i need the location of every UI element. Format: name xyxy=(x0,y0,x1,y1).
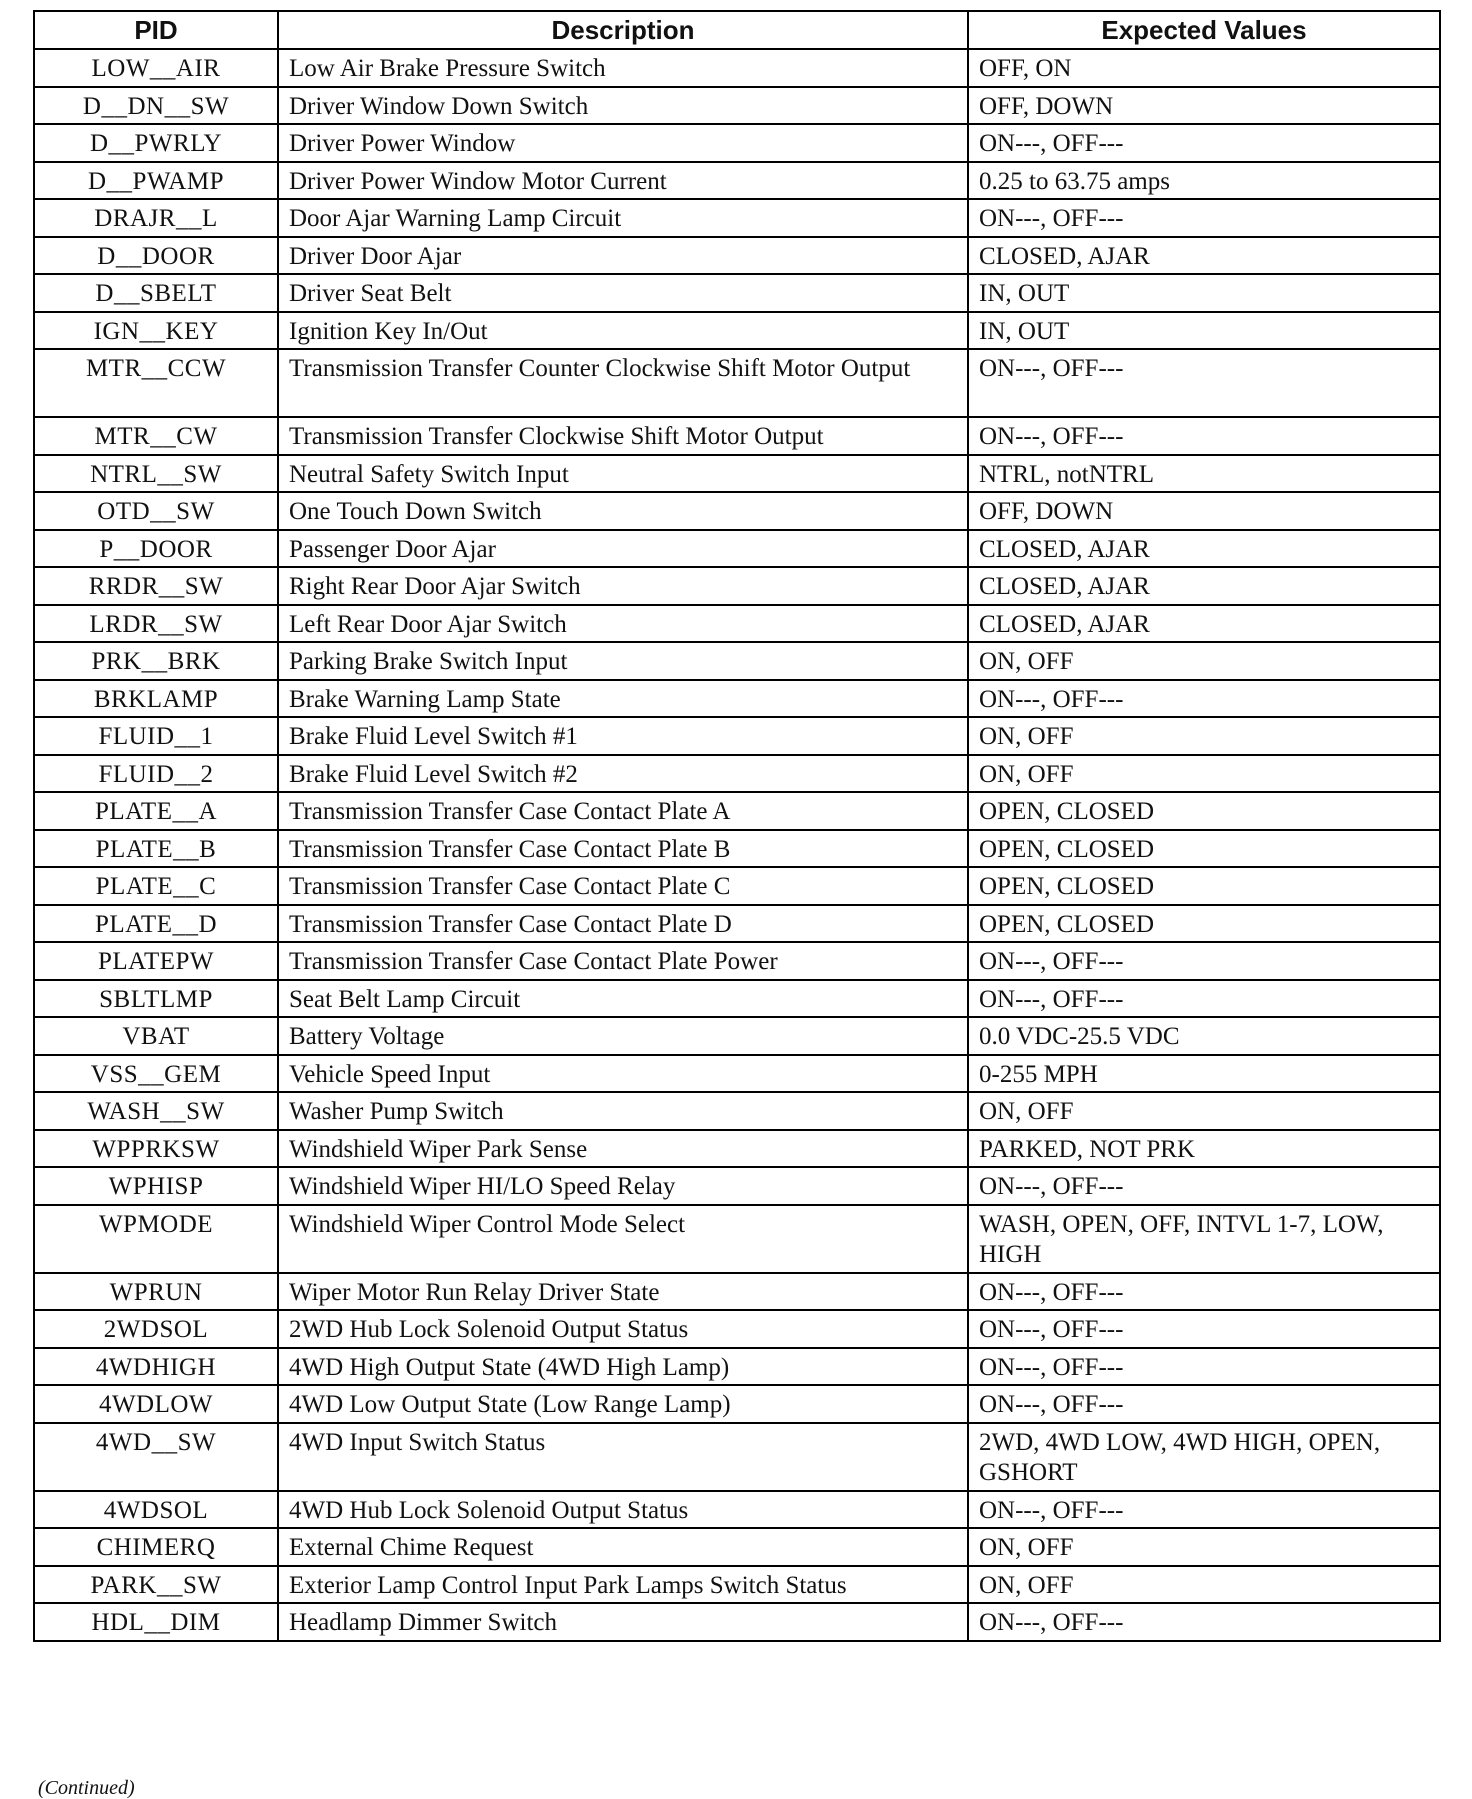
expected-values-cell: ON---, OFF--- xyxy=(968,1310,1440,1348)
expected-values-cell: ON---, OFF--- xyxy=(968,1273,1440,1311)
table-row xyxy=(34,530,1440,568)
table-row xyxy=(34,792,1440,830)
table-row xyxy=(34,717,1440,755)
expected-values-cell: NTRL, notNTRL xyxy=(968,455,1440,493)
description-cell: 4WD Low Output State (Low Range Lamp) xyxy=(278,1385,968,1423)
pid-cell: WPHISP xyxy=(34,1167,278,1205)
expected-values-cell: OFF, DOWN xyxy=(968,492,1440,530)
expected-values-cell: OPEN, CLOSED xyxy=(968,905,1440,943)
table-row xyxy=(34,680,1440,718)
description-cell: Ignition Key In/Out xyxy=(278,312,968,350)
pid-cell: 4WDLOW xyxy=(34,1385,278,1423)
description-cell: Driver Power Window xyxy=(278,124,968,162)
table-header-row xyxy=(34,11,1440,49)
description-cell: Windshield Wiper HI/LO Speed Relay xyxy=(278,1167,968,1205)
table-row xyxy=(34,312,1440,350)
table-row xyxy=(34,1055,1440,1093)
pid-cell: IGN__KEY xyxy=(34,312,278,350)
table-row xyxy=(34,274,1440,312)
pid-cell: WASH__SW xyxy=(34,1092,278,1130)
expected-values-cell: OPEN, CLOSED xyxy=(968,792,1440,830)
table-row xyxy=(34,867,1440,905)
pid-cell: D__PWAMP xyxy=(34,162,278,200)
pid-cell: HDL__DIM xyxy=(34,1603,278,1641)
description-cell: Passenger Door Ajar xyxy=(278,530,968,568)
header-description: Description xyxy=(278,11,968,49)
description-cell: 4WD High Output State (4WD High Lamp) xyxy=(278,1348,968,1386)
pid-cell: 4WDSOL xyxy=(34,1491,278,1529)
table-row xyxy=(34,349,1440,417)
pid-cell: 4WDHIGH xyxy=(34,1348,278,1386)
expected-values-cell: OPEN, CLOSED xyxy=(968,830,1440,868)
pid-cell: OTD__SW xyxy=(34,492,278,530)
description-cell: External Chime Request xyxy=(278,1528,968,1566)
description-cell: Exterior Lamp Control Input Park Lamps Switch Status xyxy=(278,1566,968,1604)
pid-table xyxy=(33,10,1441,1642)
description-cell: Windshield Wiper Park Sense xyxy=(278,1130,968,1168)
pid-cell: 4WD__SW xyxy=(34,1423,278,1491)
pid-cell: CHIMERQ xyxy=(34,1528,278,1566)
expected-values-cell: ON---, OFF--- xyxy=(968,1385,1440,1423)
expected-values-cell: CLOSED, AJAR xyxy=(968,567,1440,605)
expected-values-cell: CLOSED, AJAR xyxy=(968,530,1440,568)
expected-values-cell: CLOSED, AJAR xyxy=(968,605,1440,643)
expected-values-cell: ON, OFF xyxy=(968,642,1440,680)
description-cell: Transmission Transfer Case Contact Plate Power xyxy=(278,942,968,980)
expected-values-cell: 0.0 VDC-25.5 VDC xyxy=(968,1017,1440,1055)
header-pid: PID xyxy=(34,11,278,49)
expected-values-cell: ON---, OFF--- xyxy=(968,1603,1440,1641)
expected-values-cell: ON---, OFF--- xyxy=(968,980,1440,1018)
pid-cell: VSS__GEM xyxy=(34,1055,278,1093)
table-row xyxy=(34,1130,1440,1168)
table-row xyxy=(34,830,1440,868)
expected-values-cell: ON---, OFF--- xyxy=(968,349,1440,417)
pid-cell: BRKLAMP xyxy=(34,680,278,718)
table-row xyxy=(34,1491,1440,1529)
pid-cell: D__SBELT xyxy=(34,274,278,312)
table-row xyxy=(34,605,1440,643)
pid-cell: PARK__SW xyxy=(34,1566,278,1604)
description-cell: Vehicle Speed Input xyxy=(278,1055,968,1093)
expected-values-cell: ON, OFF xyxy=(968,1566,1440,1604)
expected-values-cell: IN, OUT xyxy=(968,312,1440,350)
expected-values-cell: IN, OUT xyxy=(968,274,1440,312)
pid-cell: D__PWRLY xyxy=(34,124,278,162)
table-row xyxy=(34,1092,1440,1130)
expected-values-cell: ON, OFF xyxy=(968,717,1440,755)
table-row xyxy=(34,1273,1440,1311)
table-row xyxy=(34,1423,1440,1491)
description-cell: Transmission Transfer Case Contact Plate A xyxy=(278,792,968,830)
expected-values-cell: ON---, OFF--- xyxy=(968,1491,1440,1529)
pid-cell: LOW__AIR xyxy=(34,49,278,87)
description-cell: 2WD Hub Lock Solenoid Output Status xyxy=(278,1310,968,1348)
table-row xyxy=(34,1205,1440,1273)
description-cell: Wiper Motor Run Relay Driver State xyxy=(278,1273,968,1311)
pid-cell: P__DOOR xyxy=(34,530,278,568)
table-row xyxy=(34,492,1440,530)
pid-cell: PLATE__D xyxy=(34,905,278,943)
table-row xyxy=(34,1310,1440,1348)
pid-cell: 2WDSOL xyxy=(34,1310,278,1348)
pid-cell: DRAJR__L xyxy=(34,199,278,237)
description-cell: Battery Voltage xyxy=(278,1017,968,1055)
expected-values-cell: ON---, OFF--- xyxy=(968,942,1440,980)
description-cell: Windshield Wiper Control Mode Select xyxy=(278,1205,968,1273)
pid-cell: MTR__CCW xyxy=(34,349,278,417)
expected-values-cell: ON---, OFF--- xyxy=(968,680,1440,718)
pid-cell: WPPRKSW xyxy=(34,1130,278,1168)
description-cell: Washer Pump Switch xyxy=(278,1092,968,1130)
expected-values-cell: 0.25 to 63.75 amps xyxy=(968,162,1440,200)
expected-values-cell: ON, OFF xyxy=(968,755,1440,793)
table-row xyxy=(34,1528,1440,1566)
description-cell: Left Rear Door Ajar Switch xyxy=(278,605,968,643)
expected-values-cell: ON---, OFF--- xyxy=(968,1167,1440,1205)
expected-values-cell: OFF, DOWN xyxy=(968,87,1440,125)
expected-values-cell: CLOSED, AJAR xyxy=(968,237,1440,275)
description-cell: Driver Power Window Motor Current xyxy=(278,162,968,200)
pid-cell: FLUID__2 xyxy=(34,755,278,793)
table-row xyxy=(34,1603,1440,1641)
description-cell: Headlamp Dimmer Switch xyxy=(278,1603,968,1641)
description-cell: Transmission Transfer Counter Clockwise Shift Motor Output xyxy=(278,349,968,417)
pid-table-container xyxy=(33,10,1439,1642)
table-row xyxy=(34,49,1440,87)
expected-values-cell: ON, OFF xyxy=(968,1092,1440,1130)
pid-cell: PLATE__C xyxy=(34,867,278,905)
expected-values-cell: ON---, OFF--- xyxy=(968,417,1440,455)
pid-cell: VBAT xyxy=(34,1017,278,1055)
expected-values-cell: OFF, ON xyxy=(968,49,1440,87)
description-cell: Low Air Brake Pressure Switch xyxy=(278,49,968,87)
description-cell: Brake Fluid Level Switch #1 xyxy=(278,717,968,755)
description-cell: Brake Warning Lamp State xyxy=(278,680,968,718)
pid-cell: PLATE__B xyxy=(34,830,278,868)
expected-values-cell: ON---, OFF--- xyxy=(968,1348,1440,1386)
description-cell: Transmission Transfer Clockwise Shift Motor Output xyxy=(278,417,968,455)
table-row xyxy=(34,567,1440,605)
expected-values-cell: PARKED, NOT PRK xyxy=(968,1130,1440,1168)
table-row xyxy=(34,1566,1440,1604)
pid-cell: PRK__BRK xyxy=(34,642,278,680)
expected-values-cell: OPEN, CLOSED xyxy=(968,867,1440,905)
pid-cell: RRDR__SW xyxy=(34,567,278,605)
pid-cell: PLATEPW xyxy=(34,942,278,980)
pid-cell: SBLTLMP xyxy=(34,980,278,1018)
description-cell: Brake Fluid Level Switch #2 xyxy=(278,755,968,793)
table-row xyxy=(34,455,1440,493)
table-row xyxy=(34,942,1440,980)
table-row xyxy=(34,905,1440,943)
expected-values-cell: ON---, OFF--- xyxy=(968,199,1440,237)
description-cell: Right Rear Door Ajar Switch xyxy=(278,567,968,605)
description-cell: Driver Door Ajar xyxy=(278,237,968,275)
description-cell: 4WD Hub Lock Solenoid Output Status xyxy=(278,1491,968,1529)
pid-cell: D__DN__SW xyxy=(34,87,278,125)
header-expected-values: Expected Values xyxy=(968,11,1440,49)
continued-note: (Continued) xyxy=(38,1777,135,1799)
table-row xyxy=(34,124,1440,162)
table-row xyxy=(34,1348,1440,1386)
description-cell: Door Ajar Warning Lamp Circuit xyxy=(278,199,968,237)
description-cell: Transmission Transfer Case Contact Plate B xyxy=(278,830,968,868)
description-cell: Transmission Transfer Case Contact Plate D xyxy=(278,905,968,943)
description-cell: Neutral Safety Switch Input xyxy=(278,455,968,493)
table-row xyxy=(34,199,1440,237)
expected-values-cell: ON, OFF xyxy=(968,1528,1440,1566)
description-cell: One Touch Down Switch xyxy=(278,492,968,530)
table-row xyxy=(34,417,1440,455)
description-cell: Driver Window Down Switch xyxy=(278,87,968,125)
pid-cell: D__DOOR xyxy=(34,237,278,275)
description-cell: Seat Belt Lamp Circuit xyxy=(278,980,968,1018)
pid-cell: WPMODE xyxy=(34,1205,278,1273)
expected-values-cell: ON---, OFF--- xyxy=(968,124,1440,162)
expected-values-cell: WASH, OPEN, OFF, INTVL 1-7, LOW, HIGH xyxy=(968,1205,1440,1273)
pid-cell: LRDR__SW xyxy=(34,605,278,643)
table-row xyxy=(34,162,1440,200)
table-row xyxy=(34,755,1440,793)
table-row xyxy=(34,1017,1440,1055)
table-row xyxy=(34,87,1440,125)
description-cell: Transmission Transfer Case Contact Plate C xyxy=(278,867,968,905)
description-cell: Parking Brake Switch Input xyxy=(278,642,968,680)
table-row xyxy=(34,980,1440,1018)
table-row xyxy=(34,642,1440,680)
table-row xyxy=(34,237,1440,275)
table-row xyxy=(34,1385,1440,1423)
description-cell: 4WD Input Switch Status xyxy=(278,1423,968,1491)
pid-cell: FLUID__1 xyxy=(34,717,278,755)
expected-values-cell: 0-255 MPH xyxy=(968,1055,1440,1093)
description-cell: Driver Seat Belt xyxy=(278,274,968,312)
pid-cell: PLATE__A xyxy=(34,792,278,830)
pid-cell: MTR__CW xyxy=(34,417,278,455)
table-row xyxy=(34,1167,1440,1205)
pid-cell: NTRL__SW xyxy=(34,455,278,493)
pid-cell: WPRUN xyxy=(34,1273,278,1311)
expected-values-cell: 2WD, 4WD LOW, 4WD HIGH, OPEN, GSHORT xyxy=(968,1423,1440,1491)
